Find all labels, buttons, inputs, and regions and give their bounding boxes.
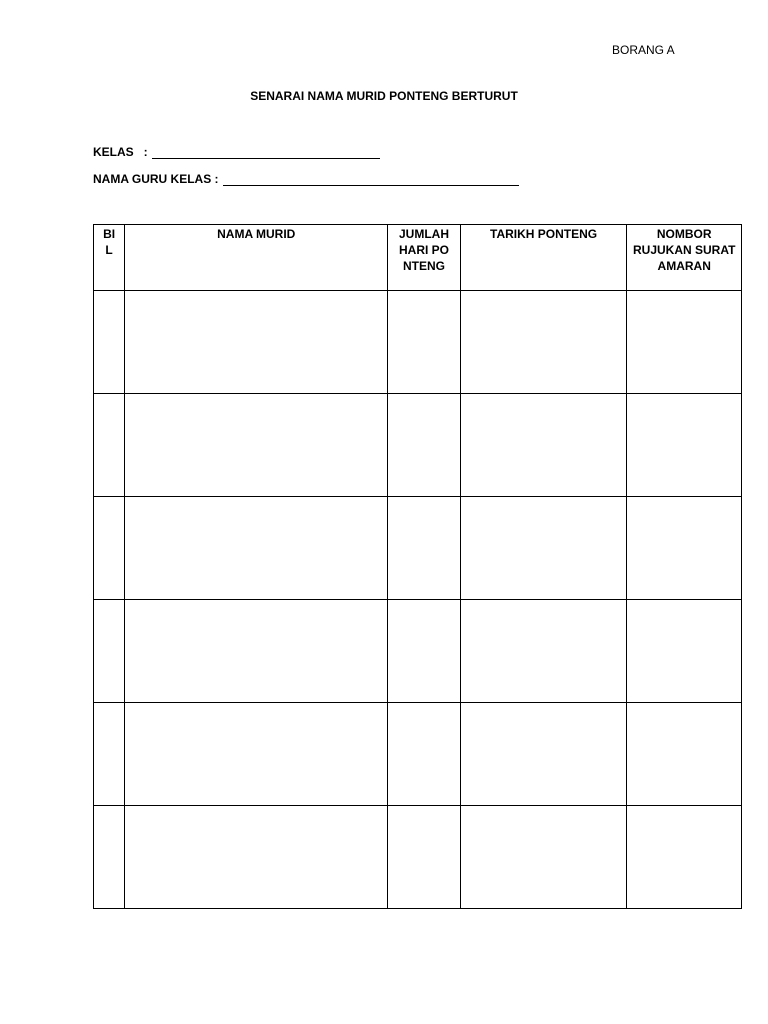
cell-jumlah-hari[interactable]	[388, 703, 460, 806]
column-header-bil-label: BIL	[103, 227, 116, 257]
cell-tarikh-ponteng[interactable]	[460, 291, 627, 394]
cell-bil[interactable]	[94, 806, 125, 909]
cell-jumlah-hari[interactable]	[388, 394, 460, 497]
kelas-field-row	[93, 145, 380, 159]
kelas-blank-line[interactable]	[152, 145, 380, 159]
column-header-bil	[94, 225, 125, 291]
cell-nama-murid[interactable]	[125, 291, 388, 394]
table-row	[94, 394, 742, 497]
table-row	[94, 703, 742, 806]
guru-kelas-blank-line[interactable]	[223, 172, 519, 186]
column-header-nombor-rujukan: NOMBOR RUJUKAN SURAT AMARAN	[627, 225, 742, 291]
cell-nombor-rujukan[interactable]	[627, 600, 742, 703]
cell-nombor-rujukan[interactable]	[627, 394, 742, 497]
truancy-table	[93, 224, 742, 909]
cell-tarikh-ponteng[interactable]	[460, 703, 627, 806]
cell-jumlah-hari[interactable]	[388, 497, 460, 600]
table-row	[94, 497, 742, 600]
cell-nama-murid[interactable]	[125, 703, 388, 806]
cell-bil[interactable]	[94, 703, 125, 806]
column-header-nama-murid: NAMA MURID	[125, 225, 388, 291]
form-code: BORANG A	[612, 43, 675, 57]
cell-bil[interactable]	[94, 291, 125, 394]
table-row	[94, 806, 742, 909]
cell-jumlah-hari[interactable]	[388, 600, 460, 703]
column-header-jumlah-label: JUMLAH HARI PONTENG	[398, 227, 449, 273]
cell-nombor-rujukan[interactable]	[627, 497, 742, 600]
cell-jumlah-hari[interactable]	[388, 291, 460, 394]
cell-nama-murid[interactable]	[125, 600, 388, 703]
cell-tarikh-ponteng[interactable]	[460, 497, 627, 600]
cell-tarikh-ponteng[interactable]	[460, 394, 627, 497]
column-header-jumlah-hari-ponteng	[388, 225, 460, 291]
table-row	[94, 291, 742, 394]
cell-nombor-rujukan[interactable]	[627, 703, 742, 806]
cell-bil[interactable]	[94, 497, 125, 600]
cell-jumlah-hari[interactable]	[388, 806, 460, 909]
guru-kelas-label: NAMA GURU KELAS :	[93, 172, 219, 186]
cell-nama-murid[interactable]	[125, 806, 388, 909]
guru-field-row	[93, 172, 519, 186]
cell-tarikh-ponteng[interactable]	[460, 806, 627, 909]
column-header-tarikh-ponteng: TARIKH PONTENG	[460, 225, 627, 291]
table-header-row	[94, 225, 742, 291]
page-title: SENARAI NAMA MURID PONTENG BERTURUT	[250, 89, 518, 103]
cell-bil[interactable]	[94, 394, 125, 497]
table-row	[94, 600, 742, 703]
kelas-label: KELAS :	[93, 145, 148, 159]
cell-tarikh-ponteng[interactable]	[460, 600, 627, 703]
cell-bil[interactable]	[94, 600, 125, 703]
cell-nombor-rujukan[interactable]	[627, 806, 742, 909]
cell-nombor-rujukan[interactable]	[627, 291, 742, 394]
cell-nama-murid[interactable]	[125, 497, 388, 600]
cell-nama-murid[interactable]	[125, 394, 388, 497]
